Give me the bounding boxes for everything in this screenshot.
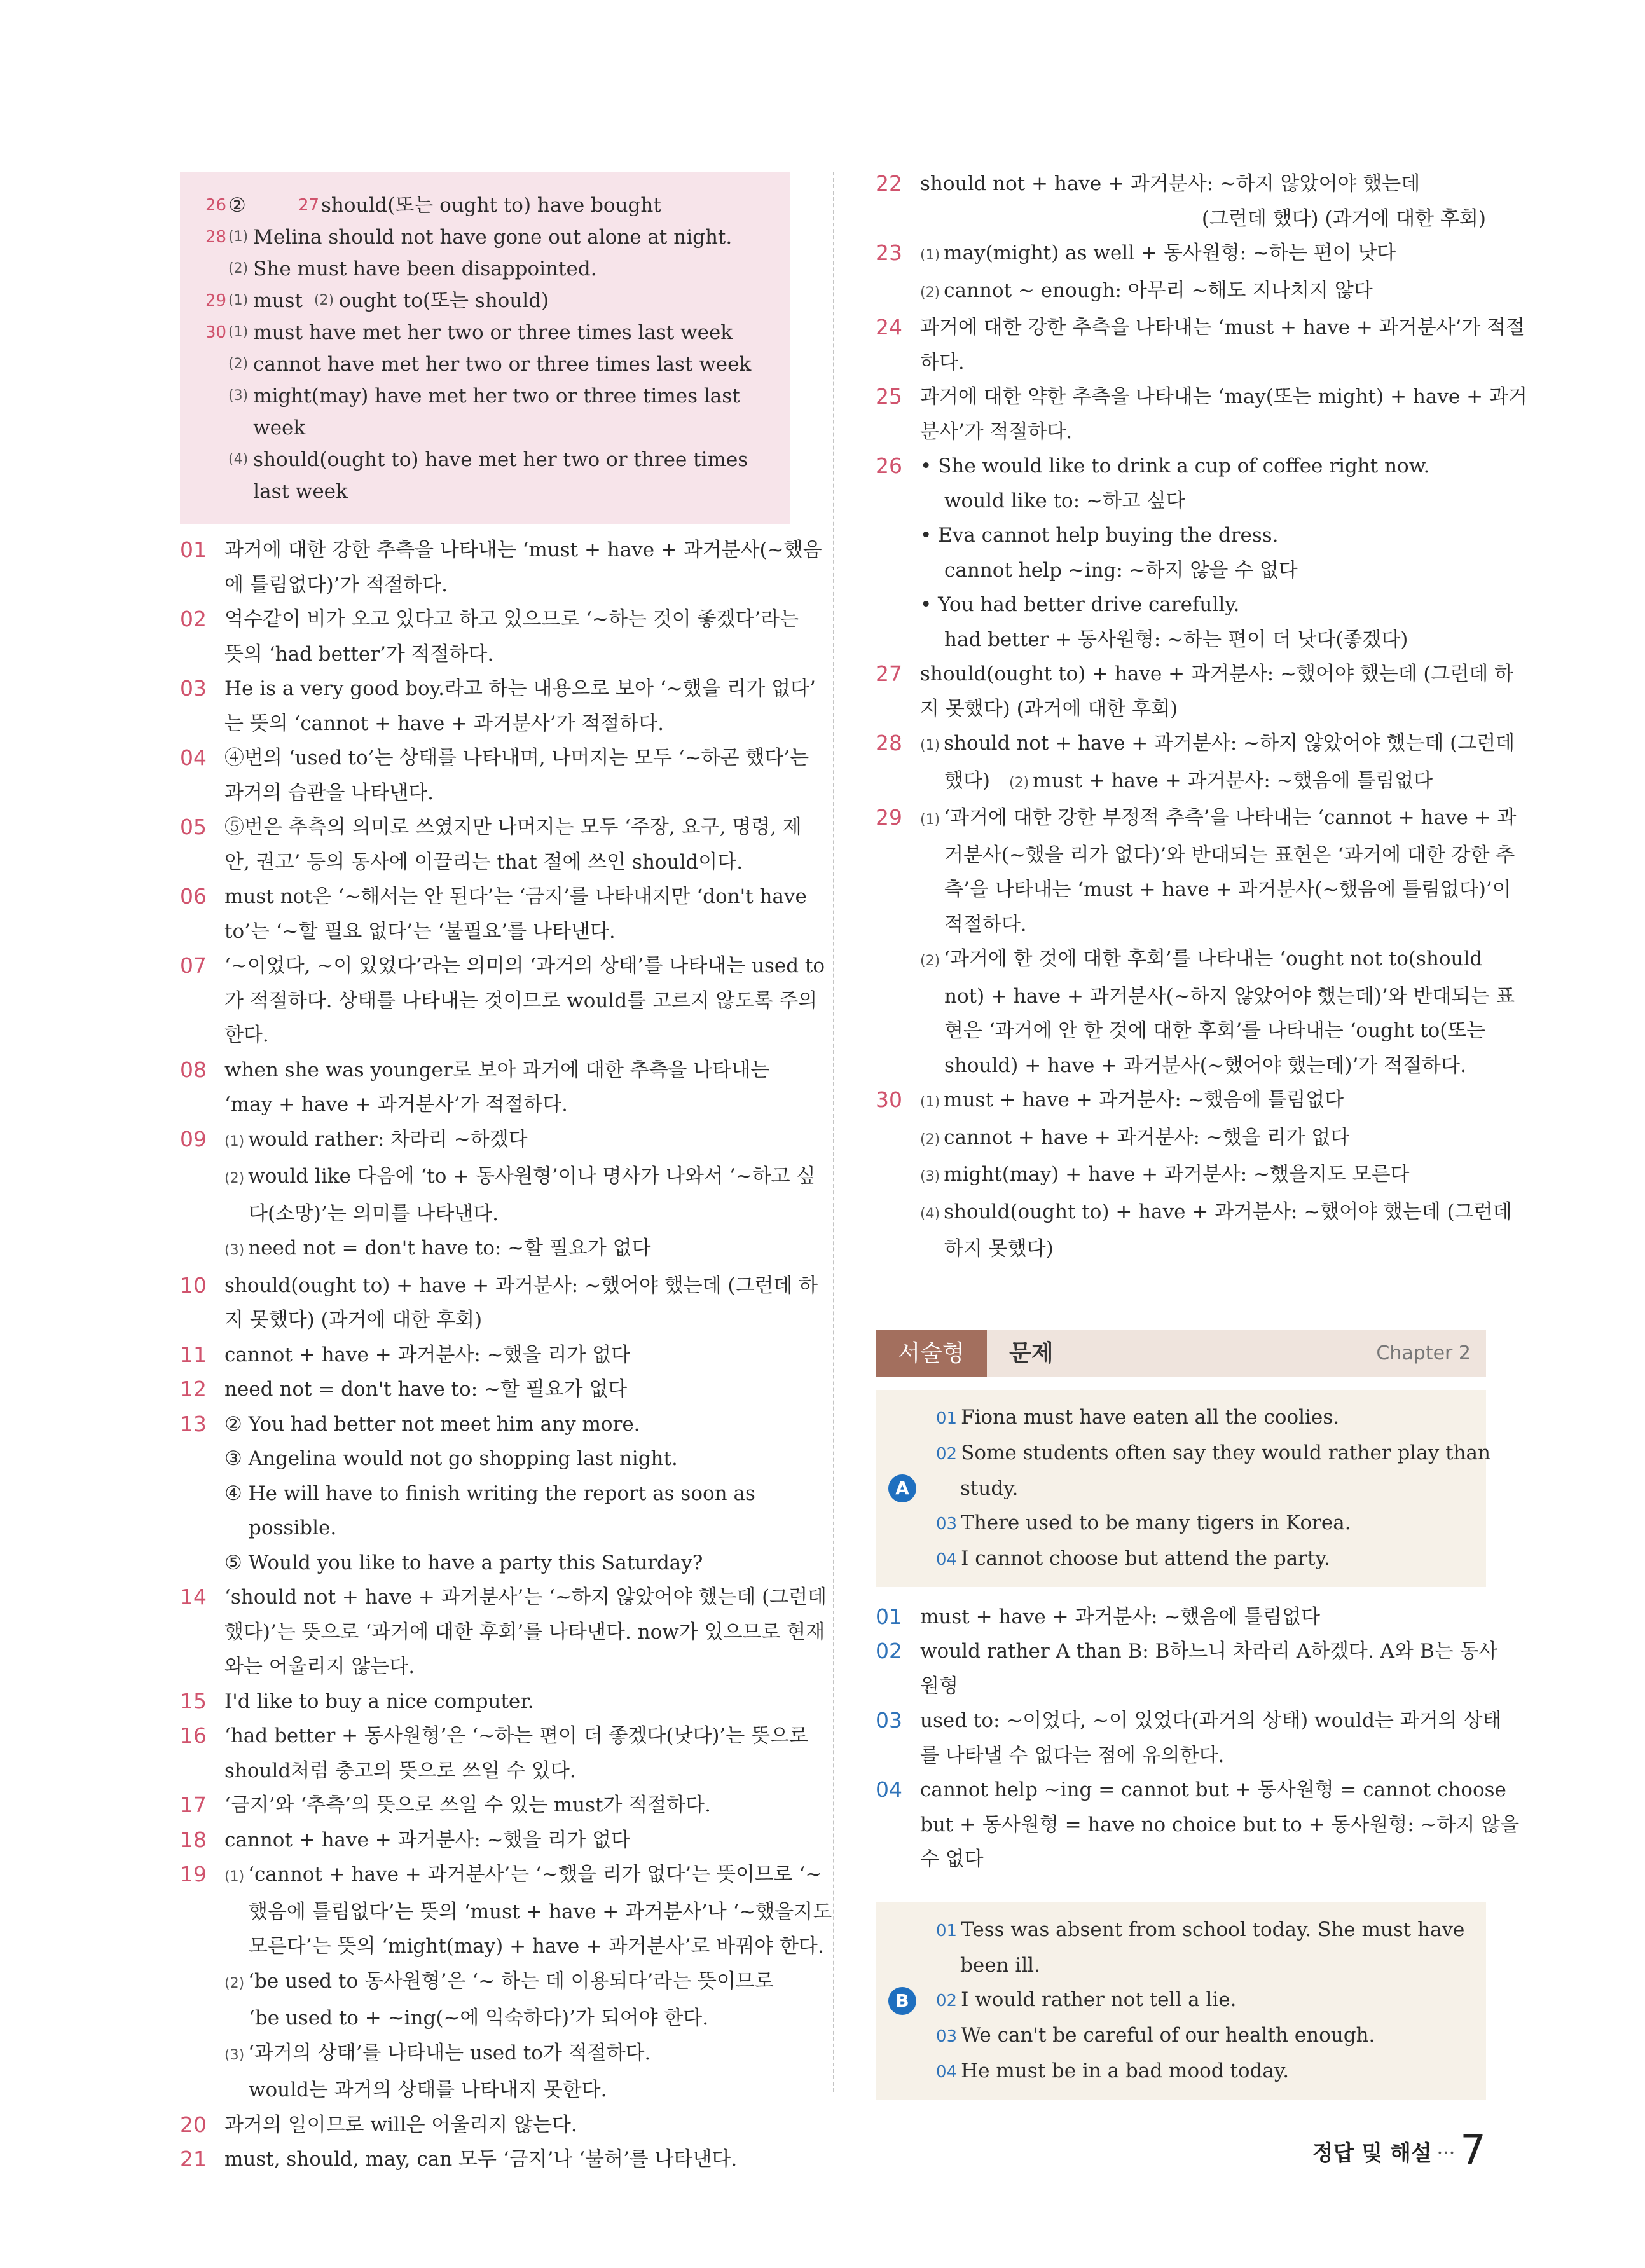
explanation-text: might(may) + have + 과거분사: ~했을지도 모른다 (944, 1163, 1410, 1186)
explanation-text: must + have + 과거분사: ~했음에 틀림없다 (1033, 769, 1433, 792)
item-number: 16 (180, 1723, 207, 1748)
item-number: 21 (180, 2147, 207, 2171)
footer-dots: ··· (1436, 2141, 1456, 2164)
item-number: 26 (876, 453, 902, 478)
explanation-text: ‘cannot + have + 과거분사’는 ‘~했을 리가 없다’는 뜻이므로 ‘~ (248, 1863, 822, 1886)
page-footer (1312, 2127, 1486, 2174)
explanation-item (876, 801, 1517, 1083)
item-number: 02 (876, 1639, 902, 1663)
item-number: 04 (180, 745, 207, 770)
item-number: 03 (936, 1514, 958, 1534)
item-number: 12 (180, 1377, 207, 1401)
explanation-text: 과거에 대한 약한 추측을 나타내는 ‘may(또는 might) + have + 과거 (920, 385, 1527, 408)
answer-text: been ill. (960, 1953, 1040, 1977)
explanation-text: cannot + have + 과거분사: ~했을 리가 없다 (944, 1125, 1350, 1149)
explanation-text: 측’을 나타내는 ‘must + have + 과거분사(~했음에 틀림없다)’이 (944, 878, 1511, 901)
explanation-text: 지 못했다) (과거에 대한 후회) (224, 1309, 483, 1331)
explanation-item (876, 449, 1486, 657)
explanation-text: 는 뜻의 ‘cannot + have + 과거분사’가 적절하다. (224, 711, 664, 735)
sub-number: (4) (920, 1206, 940, 1222)
explanation-text: 거분사(~했을 리가 없다)’와 반대되는 표현은 ‘과거에 대한 강한 추 (944, 843, 1515, 867)
explanation-item (180, 1788, 790, 1823)
explanation-text: 과거에 대한 강한 추측을 나타내는 ‘must + have + 과거분사(~했음 (224, 539, 822, 561)
explanation-text: need not = don't have to: ~할 필요가 없다 (224, 1378, 628, 1401)
item-number: 23 (876, 240, 902, 265)
explanation-text: when she was younger로 보아 과거에 대한 추측을 나타내는 (224, 1058, 770, 1082)
explanation-text: 과거의 습관을 나타낸다. (224, 781, 434, 804)
item-number: 04 (936, 1550, 958, 1569)
explanation-text: ‘과거에 한 것에 대한 후회’를 나타내는 ‘ought not to(should (944, 947, 1483, 970)
explanation-item (876, 236, 1486, 310)
answer-summary-box (180, 172, 790, 524)
answer-text: We can't be careful of our health enough. (961, 2023, 1375, 2047)
explanation-text: had better + 동사원형: ~하는 편이 더 낫다(좋겠다) (944, 628, 1408, 651)
answer-text: might(may) have met her two or three times last week (253, 385, 740, 439)
item-number: 02 (936, 1991, 958, 2010)
explanation-text: would like to: ~하고 싶다 (944, 489, 1185, 512)
explanation-text: 지 못했다) (과거에 대한 후회) (920, 697, 1178, 720)
explanation-item (876, 1634, 1498, 1703)
explanation-text: cannot help ~ing: ~하지 않을 수 없다 (944, 558, 1298, 582)
item-number: 08 (180, 1057, 207, 1082)
sub-number: (1) (920, 738, 940, 753)
explanation-item (180, 1684, 790, 1719)
item-number: 13 (180, 1411, 207, 1436)
answer-text: Fiona must have eaten all the coolies. (961, 1405, 1340, 1429)
explanation-text: ‘be used to 동사원형’은 ‘~ 하는 데 이용되다’라는 뜻이므로 (248, 1969, 774, 1993)
explanation-text: 뜻의 ‘had better’가 적절하다. (224, 642, 494, 666)
item-number: 17 (180, 1792, 207, 1817)
answer-box-b (876, 1902, 1486, 2100)
item-number: 01 (180, 537, 207, 562)
explanation-item (180, 1823, 790, 1858)
item-number: 30 (876, 1087, 902, 1112)
sub-number: (3) (224, 2047, 245, 2063)
item-number: 01 (936, 1408, 958, 1428)
explanation-item (876, 380, 1527, 449)
example-sentence: • Eva cannot help buying the dress. (920, 524, 1279, 547)
explanation-text: 를 나타낼 수 없다는 점에 유의한다. (920, 1743, 1225, 1767)
explanation-text: 와는 어울리지 않는다. (224, 1655, 415, 1678)
item-number: 20 (180, 2112, 207, 2137)
explanation-text: ‘과거에 대한 강한 부정적 추측’을 나타내는 ‘cannot + have + 과 (944, 806, 1517, 829)
explanation-text: 분사’가 적절하다. (920, 420, 1073, 443)
sub-number: (1) (920, 247, 940, 263)
explanation-text: 현은 ‘과거에 안 한 것에 대한 후회’를 나타내는 ‘ought to(또는 (944, 1019, 1486, 1042)
sub-number: (4) (228, 451, 249, 467)
explanation-item (876, 310, 1525, 380)
answer-text: must have met her two or three times last week (253, 321, 733, 344)
explanation-item (180, 1268, 818, 1338)
item-number: 28 (205, 228, 227, 247)
answer-text: cannot have met her two or three times last week (253, 353, 752, 376)
item-number: 07 (180, 953, 207, 978)
explanation-text: must not은 ‘~해서는 안 된다’는 ‘금지’를 나타내지만 ‘don't have (224, 885, 807, 908)
explanation-text: 다(소망)’는 의미를 나타낸다. (249, 1202, 499, 1225)
explanation-text: 했음에 틀림없다’는 뜻의 ‘must + have + 과거분사’나 ‘~했을지도 (249, 1900, 832, 1923)
explanation-item (876, 657, 1514, 726)
explanation-text: ‘금지’와 ‘추측’의 뜻으로 쓰일 수 있는 must가 적절하다. (224, 1794, 711, 1817)
explanation-item (180, 1407, 790, 1581)
page-number: 7 (1460, 2127, 1486, 2174)
explanation-text: used to: ~이었다, ~이 있었다(과거의 상태) would는 과거의 상태 (920, 1709, 1502, 1732)
explanation-text: should not + have + 과거분사: ~하지 않았어야 했는데 (920, 172, 1421, 195)
item-number: 27 (298, 196, 320, 215)
explanation-item (180, 1580, 827, 1684)
chapter-label: Chapter 2 (1376, 1342, 1471, 1364)
answer-text: Some students often say they would rather play than (961, 1441, 1490, 1464)
item-number: 29 (876, 805, 902, 830)
badge-b-icon: B (888, 1987, 916, 2015)
explanation-text: should) + have + 과거분사(~했어야 했는데)’가 적절하다. (944, 1054, 1466, 1077)
item-number: 28 (876, 731, 902, 755)
explanation-item (876, 1600, 1486, 1635)
explanation-text: 에 틀림없다)’가 적절하다. (224, 573, 448, 596)
item-number: 05 (180, 814, 207, 839)
explanation-text: but + 동사원형 = have no choice but to + 동사원형: ~하지 않을 (920, 1813, 1520, 1836)
item-number: 09 (180, 1126, 207, 1151)
item-number: 18 (180, 1827, 207, 1852)
explanation-text: ④ He will have to finish writing the report as soon as (224, 1481, 755, 1505)
explanation-text: 억수같이 비가 오고 있다고 하고 있으므로 ‘~하는 것이 좋겠다’라는 (224, 608, 799, 631)
item-number: 06 (180, 884, 207, 909)
sub-number: (2) (920, 1131, 940, 1148)
badge-a-icon: A (888, 1474, 916, 1502)
explanation-item (180, 671, 816, 741)
explanation-item (876, 1703, 1502, 1773)
item-number: 26 (205, 196, 227, 215)
explanation-text: 했다) (944, 769, 990, 792)
explanation-text: ‘be used to + ~ing(~에 익숙하다)’가 되어야 한다. (249, 2007, 709, 2030)
explanation-text: ‘had better + 동사원형’은 ‘~하는 편이 더 좋겠다(낫다)’는 뜻으로 (224, 1724, 808, 1747)
sub-number: (3) (224, 1242, 245, 1258)
item-number: 24 (876, 315, 902, 340)
sub-number: (2) (228, 356, 249, 372)
explanation-item (180, 533, 822, 602)
sub-number: (2) (313, 292, 334, 308)
answer-text: I would rather not tell a lie. (961, 1988, 1237, 2011)
explanation-item (876, 726, 1515, 801)
explanation-text: should(ought to) + have + 과거분사: ~했어야 했는데 (그런데 하 (920, 663, 1514, 685)
item-number: 19 (180, 1862, 207, 1887)
explanation-text: should(ought to) + have + 과거분사: ~했어야 했는데 (그런데 (944, 1200, 1512, 1223)
explanation-text: must + have + 과거분사: ~했음에 틀림없다 (944, 1089, 1344, 1111)
item-number: 29 (205, 291, 227, 310)
explanation-text: 과거의 일이므로 will은 어울리지 않는다. (224, 2113, 577, 2136)
explanation-text: need not = don't have to: ~할 필요가 없다 (248, 1237, 651, 1260)
footer-title: 정답 및 해설 (1312, 2140, 1432, 2166)
item-number: 03 (180, 676, 207, 701)
explanation-text: 한다. (224, 1024, 269, 1047)
answer-text: study. (960, 1476, 1019, 1500)
sub-number: (1) (228, 292, 249, 308)
explanation-text: would는 과거의 상태를 나타내지 못한다. (249, 2079, 607, 2101)
item-number: 25 (876, 384, 902, 409)
explanation-item (180, 879, 807, 949)
explanation-text: I'd like to buy a nice computer. (224, 1689, 534, 1713)
explanation-text: ② You had better not meet him any more. (224, 1412, 640, 1436)
explanation-text: must, should, may, can 모두 ‘금지’나 ‘불허’를 나타낸다. (224, 2148, 738, 2171)
answer-text: ought to(또는 should) (339, 289, 549, 312)
explanation-text: cannot ~ enough: 아무리 ~해도 지나치지 않다 (944, 278, 1373, 302)
item-number: 27 (876, 661, 902, 686)
item-number: 02 (936, 1444, 958, 1464)
explanation-text: 하다. (920, 350, 965, 374)
explanation-item (180, 1053, 790, 1122)
sub-number: (2) (1009, 774, 1029, 791)
explanation-text: 가 적절하다. 상태를 나타내는 것이므로 would를 고르지 않도록 주의 (224, 989, 818, 1012)
explanation-text: (그런데 했다) (과거에 대한 후회) (1201, 207, 1486, 230)
sub-number: (2) (228, 261, 249, 277)
explanation-text: 했다)’는 뜻으로 ‘과거에 대한 후회’를 나타낸다. now가 있으므로 현재 (224, 1620, 825, 1644)
explanation-text: 안, 권고’ 등의 동사에 이끌리는 that 절에 쓰인 should이다. (224, 850, 743, 874)
explanation-item (876, 1773, 1520, 1877)
sub-number: (2) (920, 284, 940, 301)
explanation-text: ‘may + have + 과거분사’가 적절하다. (224, 1093, 568, 1116)
answer-text: He must be in a bad mood today. (961, 2059, 1290, 2082)
item-number: 01 (936, 1921, 958, 1941)
explanation-item (180, 1338, 790, 1373)
sub-number: (3) (920, 1169, 940, 1185)
explanation-text: ⑤번은 추측의 의미로 쓰였지만 나머지는 모두 ‘주장, 요구, 명령, 제 (224, 816, 802, 839)
explanation-text: 모른다’는 뜻의 ‘might(may) + have + 과거분사’로 바꿔야 한다. (249, 1935, 824, 1958)
explanation-text: 수 없다 (920, 1848, 984, 1871)
explanation-text: 하지 못했다) (944, 1237, 1054, 1260)
sub-number: (1) (224, 1869, 245, 1885)
explanation-text: to’는 ‘~할 필요 없다’는 ‘불필요’를 나타낸다. (224, 919, 616, 943)
item-number: 04 (936, 2062, 958, 2082)
section-header (876, 1330, 1486, 1377)
explanation-text: must + have + 과거분사: ~했음에 틀림없다 (920, 1605, 1320, 1628)
answer-box-a (876, 1390, 1490, 1587)
explanation-text: would rather: 차라리 ~하겠다 (248, 1127, 528, 1151)
answer-text: She must have been disappointed. (253, 258, 597, 280)
answer-text: ② (228, 194, 246, 217)
answer-text: should(또는 ought to) have bought (321, 194, 661, 217)
explanation-text: cannot help ~ing = cannot but + 동사원형 = cannot choose (920, 1778, 1506, 1801)
item-number: 22 (876, 171, 902, 196)
explanation-text: would like 다음에 ‘to + 동사원형’이나 명사가 나와서 ‘~하고 싶 (248, 1165, 816, 1188)
item-number: 03 (936, 2026, 958, 2046)
explanation-text: 적절하다. (944, 912, 1027, 936)
sub-number: (2) (920, 953, 940, 969)
right-column (876, 167, 1527, 2112)
explanation-item (180, 1719, 808, 1788)
explanation-item (180, 741, 809, 810)
explanation-text: ‘should not + have + 과거분사’는 ‘~하지 않았어야 했는데 (그런데 (224, 1586, 827, 1609)
explanation-text: cannot + have + 과거분사: ~했을 리가 없다 (224, 1343, 631, 1366)
answer-text: Tess was absent from school today. She must have (961, 1918, 1465, 1941)
explanation-text: ④번의 ‘used to’는 상태를 나타내며, 나머지는 모두 ‘~하곤 했다’는 (224, 746, 809, 769)
item-number: 03 (876, 1708, 902, 1733)
explanation-text: would rather A than B: B하느니 차라리 A하겠다. A와 B는 동사 (920, 1640, 1498, 1663)
explanation-item (180, 1122, 816, 1268)
section-title: 문제 (1009, 1340, 1054, 1366)
explanation-item (876, 1083, 1512, 1267)
example-sentence: • You had better drive carefully. (920, 593, 1240, 616)
explanation-text: not) + have + 과거분사(~하지 않았어야 했는데)’와 반대되는 표 (944, 984, 1515, 1008)
item-number: 10 (180, 1272, 207, 1298)
explanation-text: 원형 (920, 1674, 958, 1698)
explanation-text: should처럼 충고의 뜻으로 쓰일 수 있다. (224, 1759, 576, 1782)
sub-number: (1) (228, 324, 249, 340)
explanation-item (180, 949, 825, 1053)
sub-number: (2) (224, 1975, 245, 1991)
explanation-text: ‘~이었다, ~이 있었다’라는 의미의 ‘과거의 상태’를 나타내는 used to (224, 954, 825, 977)
explanation-item (180, 1857, 832, 2108)
answer-text: Melina should not have gone out alone at night. (253, 226, 733, 249)
explanation-item (180, 1372, 790, 1407)
sub-number: (2) (224, 1171, 245, 1186)
example-sentence: • She would like to drink a cup of coffee right now. (920, 455, 1430, 478)
explanation-item (180, 2108, 790, 2143)
answer-text: There used to be many tigers in Korea. (961, 1511, 1351, 1534)
explanation-text: ⑤ Would you like to have a party this Saturday? (224, 1551, 703, 1574)
left-column (180, 172, 832, 2177)
explanation-item (180, 810, 802, 879)
item-number: 02 (180, 607, 207, 631)
explanation-text: 과거에 대한 강한 추측을 나타내는 ‘must + have + 과거분사’가 적절 (920, 316, 1525, 339)
sub-number: (1) (920, 812, 940, 828)
explanation-item (180, 2142, 790, 2177)
explanation-text: He is a very good boy.라고 하는 내용으로 보아 ‘~했을 리가 없다’ (224, 677, 816, 700)
answer-text: I cannot choose but attend the party. (961, 1546, 1330, 1570)
item-number: 15 (180, 1688, 207, 1714)
explanation-text: ③ Angelina would not go shopping last night. (224, 1447, 678, 1470)
item-number: 14 (180, 1584, 207, 1609)
sub-number: (3) (228, 388, 249, 404)
item-number: 01 (876, 1604, 902, 1629)
explanation-text: should not + have + 과거분사: ~하지 않았어야 했는데 (그런데 (944, 732, 1515, 755)
explanation-text: should(ought to) + have + 과거분사: ~했어야 했는데 (그런데 하 (224, 1274, 818, 1297)
section-tag: 서술형 (876, 1330, 987, 1377)
sub-number: (1) (224, 1133, 245, 1150)
sub-number: (1) (228, 229, 249, 245)
item-number: 04 (876, 1777, 902, 1802)
sub-number: (1) (920, 1094, 940, 1110)
explanation-text: ‘과거의 상태’를 나타내는 used to가 적절하다. (248, 2041, 651, 2065)
answer-text: should(ought to) have met her two or three times last week (253, 448, 748, 503)
explanation-text: possible. (249, 1516, 337, 1539)
item-number: 11 (180, 1342, 207, 1367)
column-divider (833, 172, 834, 2092)
explanation-text: cannot + have + 과거분사: ~했을 리가 없다 (224, 1828, 631, 1852)
answer-text: must (253, 289, 303, 312)
explanation-item (876, 167, 1486, 236)
explanation-text: may(might) as well + 동사원형: ~하는 편이 낫다 (944, 242, 1396, 265)
explanation-item (180, 602, 799, 671)
item-number: 30 (205, 323, 227, 342)
